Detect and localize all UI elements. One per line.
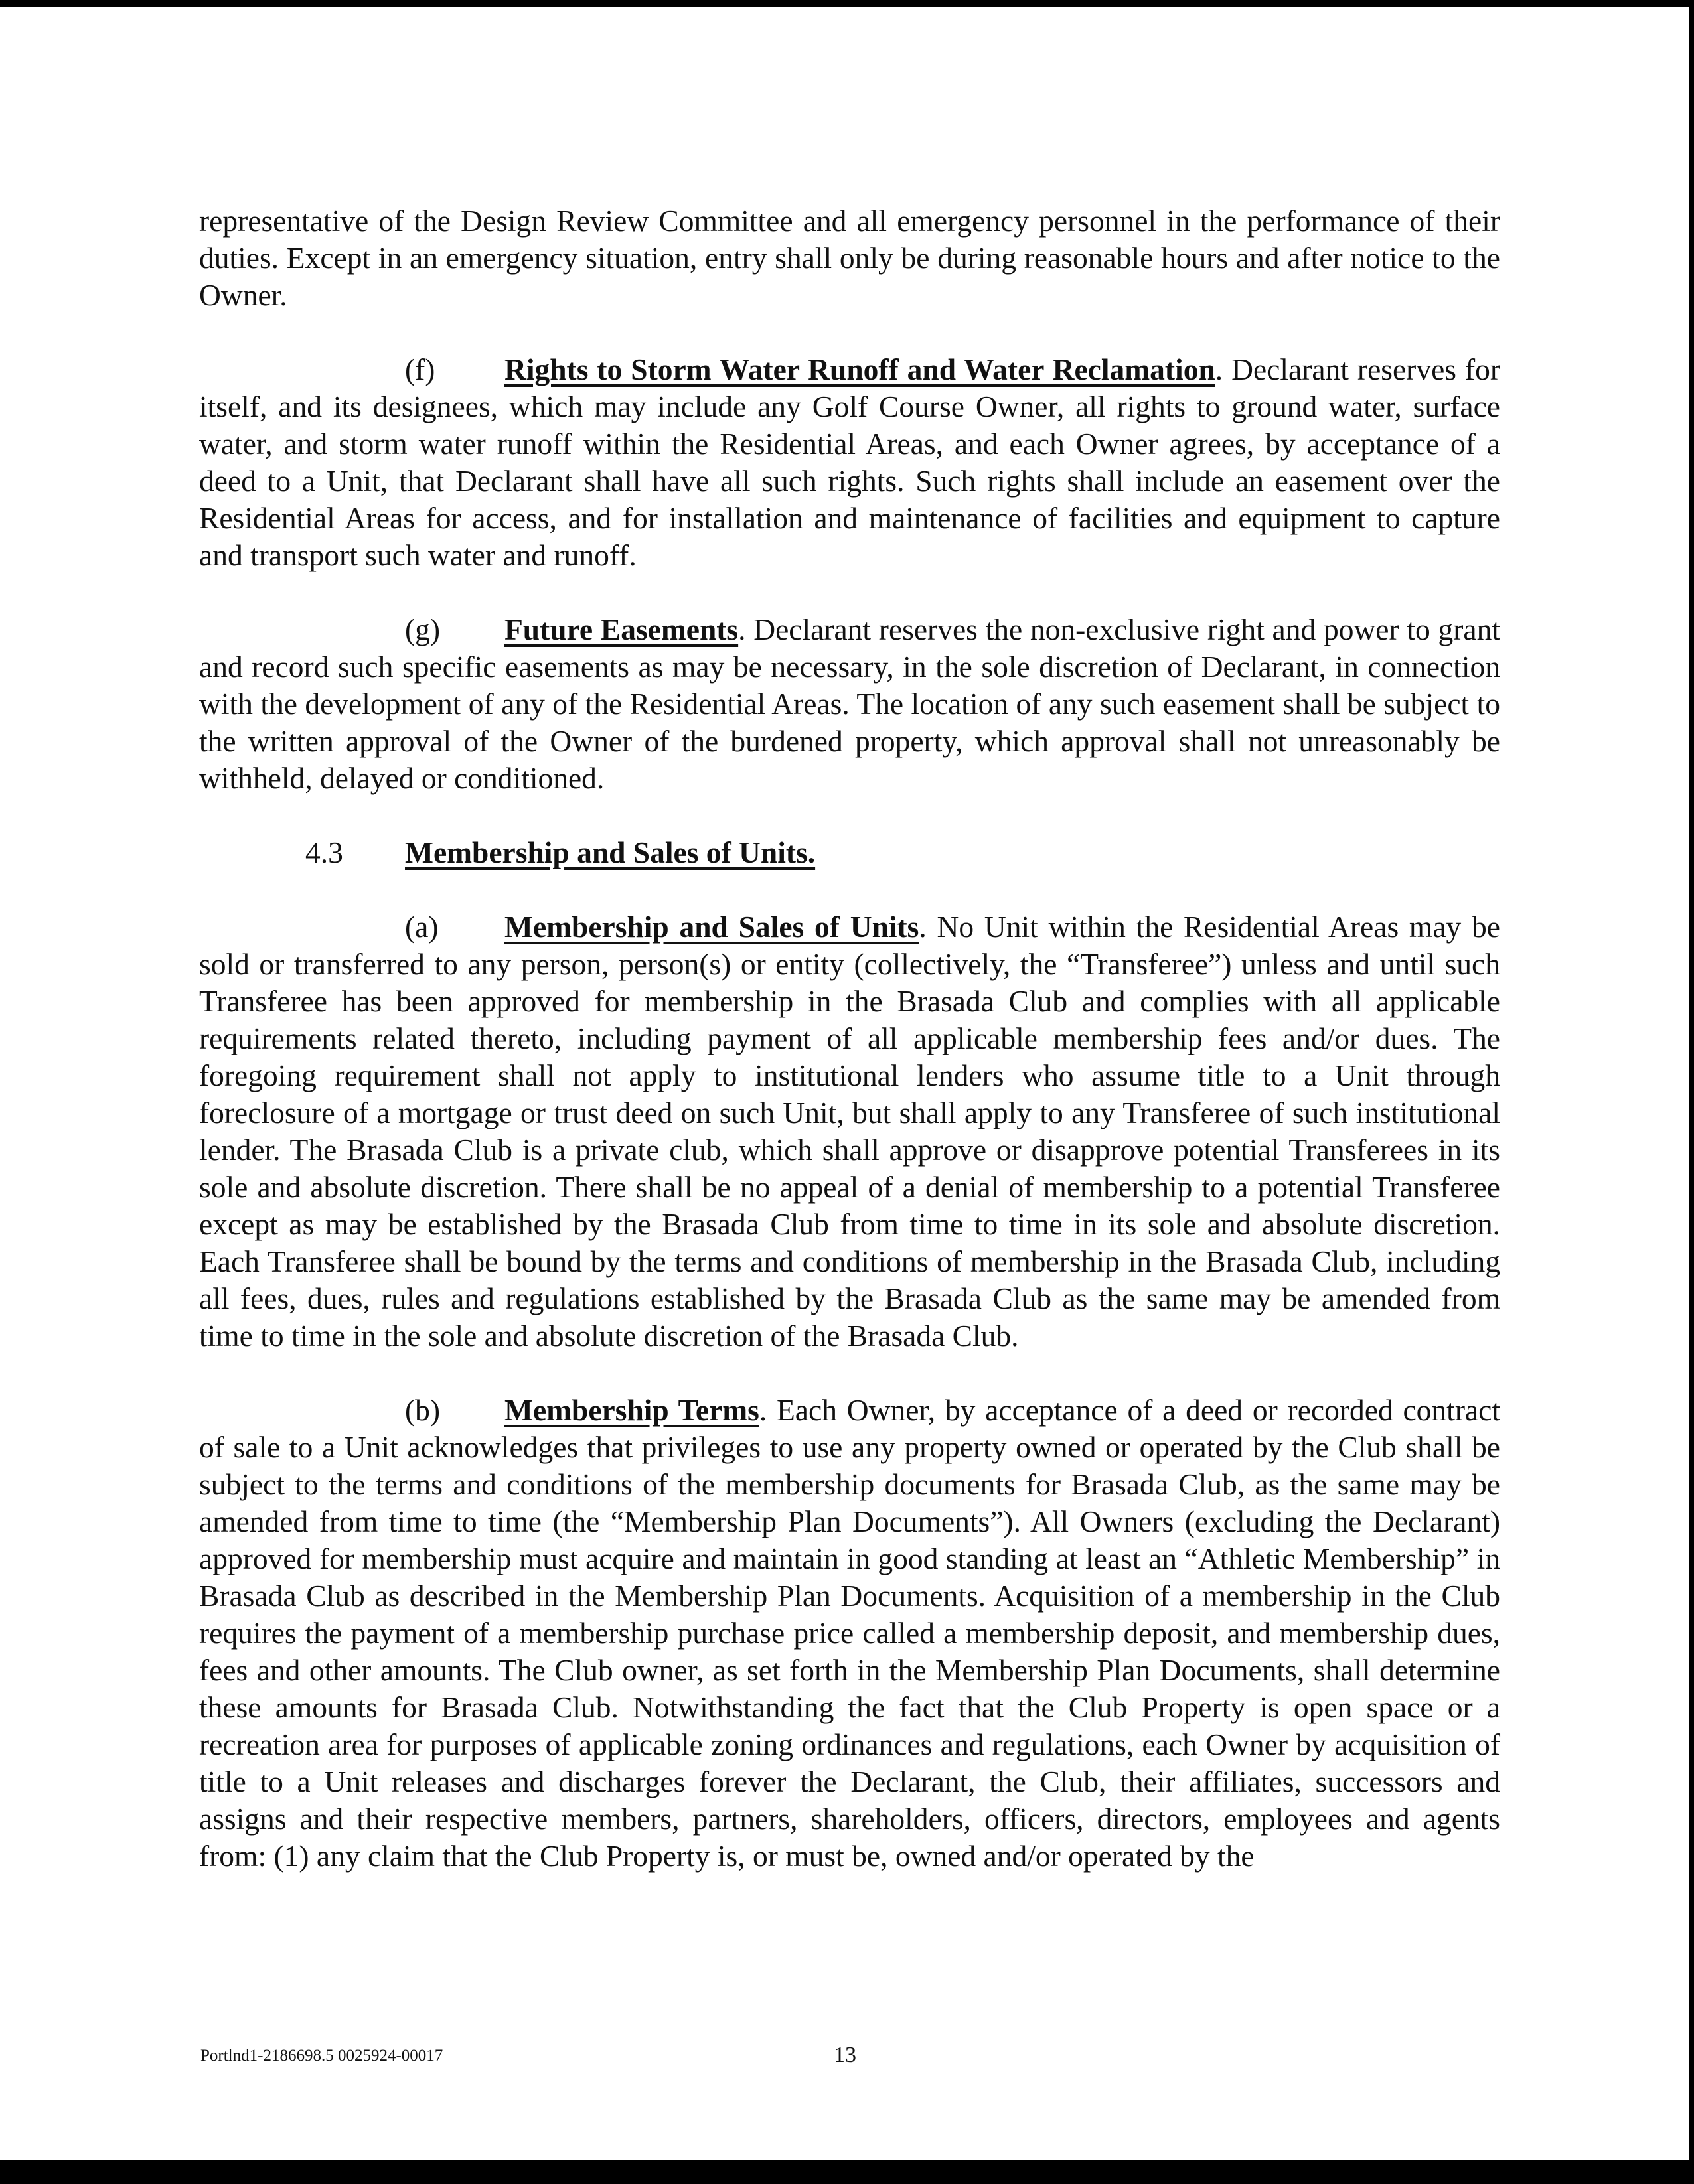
subsection-a-heading: Membership and Sales of Units [504, 910, 919, 944]
footer-document-id: Portlnd1-2186698.5 0025924-00017 [200, 2047, 443, 2065]
subsection-b-body: . Each Owner, by acceptance of a deed or recorded contract of sale to a Unit acknowledges that privileges to use any property owned or operated by the Club shall be subject to the terms and conditions of the membership documents for Brasada Club, as the same may be amended from time to time (the “Membership Plan Documents”). All Owners (excluding the Declarant) approved for membership must acquire and maintain in good standing at least an “Athletic Membership” in Brasada Club as described in the Membership Plan Documents. Acquisition of a membership in the Club requires the payment of a membership purchase price called a membership deposit, and membership dues, fees and other amounts. The Club owner, as set forth in the Membership Plan Documents, shall determine these amounts for Brasada Club. Notwithstanding the fact that the Club Property is open space or a recreation area for purposes of applicable zoning ordinances and regulations, each Owner by acquisition of title to a Unit releases and discharges forever the Declarant, the Club, their affiliates, successors and assigns and their respective members, partners, shareholders, officers, directors, employees and agents from: (1) any claim that the Club Property is, or must be, owned and/or operated by the [199, 1393, 1501, 1873]
subsection-b [199, 1392, 1500, 1875]
scan-border-bottom [0, 2160, 1694, 2184]
subsection-a [199, 909, 1500, 1354]
continuation-paragraph: representative of the Design Review Committee and all emergency personnel in the performance of their duties. Except in an emergency situation, entry shall only be during reasonable hours and after notice to the Owner. [199, 204, 1500, 312]
subsection-g-marker: (g) [405, 613, 441, 646]
section-4-3-title: Membership and Sales of Units. [405, 836, 816, 869]
subsection-f-body: . Declarant reserves for itself, and its designees, which may include any Golf Course Owner, all rights to ground water, surface water, and storm water runoff within the Residential Areas, and each Owner agrees, by acceptance of a deed to a Unit, that Declarant shall have all such rights. Such rights shall include an easement over the Residential Areas for access, and for installation and maintenance of facilities and equipment to capture and transport such water and runoff. [199, 352, 1500, 572]
scan-border-top [0, 0, 1694, 7]
subsection-f-heading: Rights to Storm Water Runoff and Water Reclamation [504, 352, 1215, 386]
subsection-b-heading: Membership Terms [504, 1393, 759, 1427]
subsection-g-heading: Future Easements [504, 613, 739, 646]
subsection-f-marker: (f) [405, 352, 435, 386]
subsection-g-body: . Declarant reserves the non-exclusive right and power to grant and record such specific easements as may be necessary, in the sole discretion of Declarant, in connection with the development of any of the Residential Areas. The location of any such easement shall be subject to the written approval of the Owner of the burdened property, which approval shall not unreasonably be withheld, delayed or conditioned. [199, 613, 1500, 795]
subsection-a-marker: (a) [405, 910, 439, 944]
subsection-f [199, 351, 1500, 574]
document-body [199, 202, 1500, 1912]
section-4-3-number: 4.3 [305, 836, 343, 869]
footer-page-number: 13 [834, 2043, 856, 2067]
scan-border-right [1689, 0, 1694, 2184]
subsection-g [199, 611, 1500, 797]
section-4-3-heading [199, 834, 1500, 871]
subsection-b-marker: (b) [405, 1393, 441, 1427]
subsection-a-body: . No Unit within the Residential Areas may be sold or transferred to any person, person(s) or entity (collectively, the “Transferee”) unless and until such Transferee has been approved for membership in the Brasada Club and complies with all applicable requirements related thereto, including payment of all applicable membership fees and/or dues. The foregoing requirement shall not apply to institutional lenders who assume title to a Unit through foreclosure of a mortgage or trust deed on such Unit, but shall apply to any Transferee of such institutional lender. The Brasada Club is a private club, which shall approve or disapprove potential Transferees in its sole and absolute discretion. There shall be no appeal of a denial of membership to a potential Transferee except as may be established by the Brasada Club from time to time in its sole and absolute discretion. Each Transferee shall be bound by the terms and conditions of membership in the Brasada Club, including all fees, dues, rules and regulations established by the Brasada Club as the same may be amended from time to time in the sole and absolute discretion of the Brasada Club. [199, 910, 1501, 1352]
